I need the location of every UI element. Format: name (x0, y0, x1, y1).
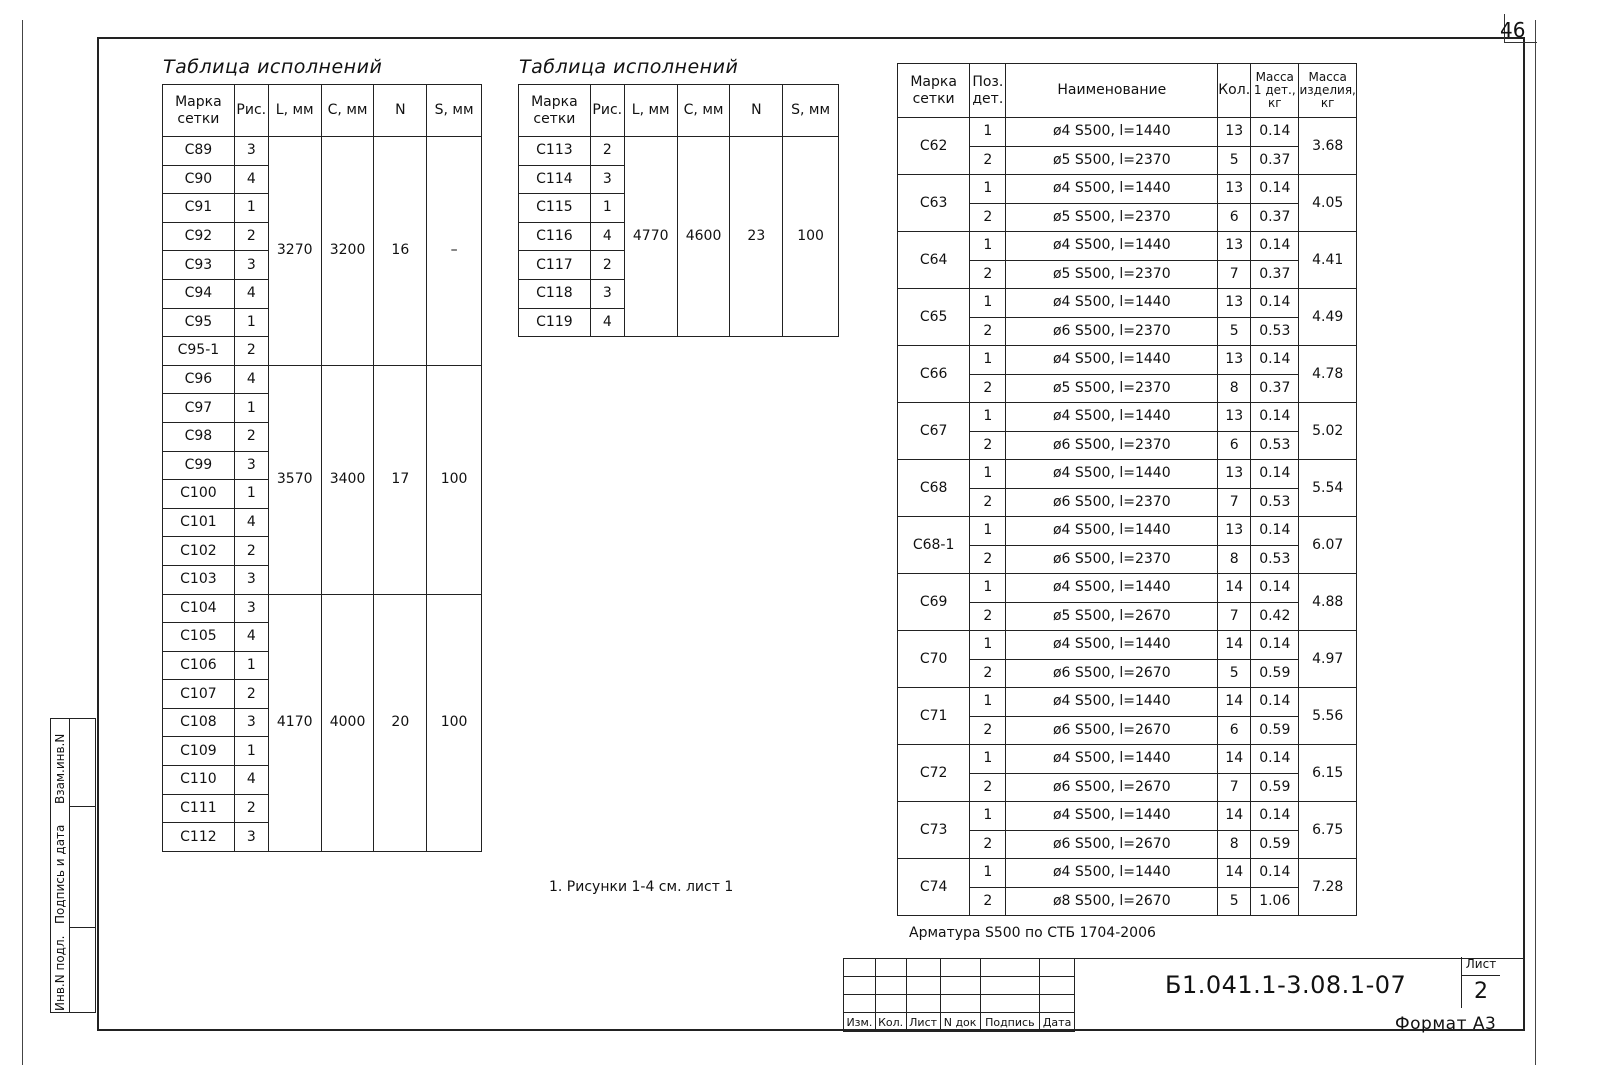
table1-header-3: C, мм (321, 85, 374, 137)
table1-header-1: Рис. (234, 85, 268, 137)
table1-mark-cell: С94 (163, 279, 235, 308)
table1-fig-cell: 4 (234, 508, 268, 537)
spec-pos-cell: 2 (970, 602, 1006, 631)
spec-pos-cell: 2 (970, 374, 1006, 403)
table1-mark-cell: С95-1 (163, 337, 235, 366)
spec-row (898, 118, 1357, 147)
table1-mark-cell: С101 (163, 508, 235, 537)
table1-group-l: 3570 (268, 365, 321, 594)
spec-row (898, 175, 1357, 204)
spec-mark-cell: С70 (898, 631, 970, 688)
spec-name-cell: ø4 S500, l=1440 (1006, 403, 1218, 432)
table1-fig-cell: 4 (234, 365, 268, 394)
spec-name-cell: ø4 S500, l=1440 (1006, 688, 1218, 717)
table1-mark-cell: С100 (163, 480, 235, 509)
table2-fig-cell: 2 (590, 251, 624, 280)
table1-fig-cell: 2 (234, 222, 268, 251)
table1-fig-cell: 1 (234, 737, 268, 766)
spec-mark-cell: С64 (898, 232, 970, 289)
spec-qty-cell: 5 (1218, 887, 1251, 916)
spec-pos-cell: 1 (970, 289, 1006, 318)
spec-header-4: Масса 1 дет., кг (1251, 64, 1299, 118)
table1-mark-cell: С109 (163, 737, 235, 766)
table1-group-c: 3200 (321, 137, 374, 366)
spec-pos-cell: 1 (970, 574, 1006, 603)
document-code: Б1.041.1-3.08.1-07 (1165, 971, 1407, 999)
table2-fig-cell: 3 (590, 279, 624, 308)
spec-mass-cell: 0.53 (1251, 488, 1299, 517)
spec-pos-cell: 2 (970, 260, 1006, 289)
table1-fig-cell: 2 (234, 422, 268, 451)
spec-qty-cell: 13 (1218, 403, 1251, 432)
sheet-number: 2 (1461, 976, 1500, 1008)
table1-header-0: Марка сетки (163, 85, 235, 137)
table2-group-c: 4600 (677, 137, 730, 337)
table1-mark-cell: С102 (163, 537, 235, 566)
spec-name-cell: ø4 S500, l=1440 (1006, 574, 1218, 603)
spec-mass-cell: 0.14 (1251, 460, 1299, 489)
table2 (518, 84, 839, 337)
table1-fig-cell: 2 (234, 337, 268, 366)
spec-mark-cell: С73 (898, 802, 970, 859)
table2-header-5: S, мм (783, 85, 839, 137)
spec-name-cell: ø4 S500, l=1440 (1006, 802, 1218, 831)
spec-qty-cell: 5 (1218, 146, 1251, 175)
table2-header-3: C, мм (677, 85, 730, 137)
general-note: 1. Рисунки 1-4 см. лист 1 (549, 879, 734, 895)
table1-mark-cell: С106 (163, 651, 235, 680)
table1-group-s: 100 (427, 594, 482, 851)
spec-qty-cell: 14 (1218, 859, 1251, 888)
spec-pos-cell: 1 (970, 346, 1006, 375)
table1-mark-cell: С103 (163, 565, 235, 594)
table1-group-s: – (427, 137, 482, 366)
spec-mass-cell: 0.14 (1251, 289, 1299, 318)
spec-mass-cell: 0.37 (1251, 146, 1299, 175)
spec-pos-cell: 1 (970, 118, 1006, 147)
table2-fig-cell: 1 (590, 194, 624, 223)
spec-pos-cell: 2 (970, 716, 1006, 745)
table1-fig-cell: 4 (234, 279, 268, 308)
spec-row (898, 346, 1357, 375)
table2-header-4: N (730, 85, 783, 137)
spec-name-cell: ø8 S500, l=2670 (1006, 887, 1218, 916)
spec-qty-cell: 14 (1218, 802, 1251, 831)
spec-row (898, 460, 1357, 489)
table1-fig-cell: 4 (234, 165, 268, 194)
table1-fig-cell: 2 (234, 794, 268, 823)
table1-fig-cell: 3 (234, 708, 268, 737)
spec-mark-cell: С71 (898, 688, 970, 745)
table2-caption: Таблица исполнений (519, 56, 739, 78)
spec-qty-cell: 14 (1218, 688, 1251, 717)
spec-name-cell: ø5 S500, l=2370 (1006, 374, 1218, 403)
spec-mass-cell: 0.37 (1251, 203, 1299, 232)
spec-name-cell: ø6 S500, l=2370 (1006, 545, 1218, 574)
table2-fig-cell: 2 (590, 137, 624, 166)
spec-mass-cell: 0.14 (1251, 745, 1299, 774)
spec-qty-cell: 13 (1218, 460, 1251, 489)
spec-name-cell: ø4 S500, l=1440 (1006, 118, 1218, 147)
spec-mass-cell: 0.59 (1251, 773, 1299, 802)
spec-header-0: Марка сетки (898, 64, 970, 118)
sheet-label: Лист (1461, 957, 1500, 976)
table1-fig-cell: 1 (234, 651, 268, 680)
spec-name-cell: ø6 S500, l=2370 (1006, 488, 1218, 517)
spec-mark-cell: С66 (898, 346, 970, 403)
spec-mass-cell: 0.14 (1251, 802, 1299, 831)
table2-mark-cell: С119 (519, 308, 591, 337)
spec-qty-cell: 5 (1218, 317, 1251, 346)
table1-mark-cell: С90 (163, 165, 235, 194)
format-label: Формат А3 (1395, 1014, 1497, 1034)
spec-pos-cell: 1 (970, 859, 1006, 888)
spec-qty-cell: 14 (1218, 631, 1251, 660)
spec-header-5: Масса изделия, кг (1299, 64, 1357, 118)
spec-pos-cell: 1 (970, 631, 1006, 660)
spec-qty-cell: 14 (1218, 574, 1251, 603)
spec-row (898, 802, 1357, 831)
spec-mass-cell: 0.14 (1251, 175, 1299, 204)
table1-group-l: 3270 (268, 137, 321, 366)
spec-mass-cell: 0.14 (1251, 517, 1299, 546)
spec-mass-cell: 0.14 (1251, 232, 1299, 261)
spec-row (898, 688, 1357, 717)
spec-name-cell: ø5 S500, l=2370 (1006, 203, 1218, 232)
table2-mark-cell: С114 (519, 165, 591, 194)
sidebar-label-sign: Подпись и дата (53, 824, 67, 924)
table1-header-2: L, мм (268, 85, 321, 137)
table1-mark-cell: С110 (163, 766, 235, 795)
spec-name-cell: ø4 S500, l=1440 (1006, 289, 1218, 318)
table1-group-s: 100 (427, 365, 482, 594)
table1-mark-cell: С98 (163, 422, 235, 451)
sidebar-label-inv: Инв.N подл. (53, 935, 67, 1011)
left-sidebar-stamp (50, 718, 96, 1013)
spec-mass-cell: 0.14 (1251, 631, 1299, 660)
table1-fig-cell: 3 (234, 251, 268, 280)
table2-fig-cell: 3 (590, 165, 624, 194)
table1-header-5: S, мм (427, 85, 482, 137)
spec-mass-cell: 0.53 (1251, 317, 1299, 346)
table1-mark-cell: С92 (163, 222, 235, 251)
spec-header-2: Наименование (1006, 64, 1218, 118)
top-sheet-number: 46 (1500, 18, 1526, 42)
spec-total-cell: 4.41 (1299, 232, 1357, 289)
spec-mark-cell: С72 (898, 745, 970, 802)
spec-mark-cell: С74 (898, 859, 970, 916)
spec-mark-cell: С63 (898, 175, 970, 232)
spec-pos-cell: 1 (970, 232, 1006, 261)
spec-mass-cell: 0.14 (1251, 688, 1299, 717)
spec-pos-cell: 2 (970, 317, 1006, 346)
outer-left-line (22, 20, 23, 1065)
spec-mass-cell: 0.37 (1251, 374, 1299, 403)
spec-name-cell: ø5 S500, l=2370 (1006, 260, 1218, 289)
spec-pos-cell: 2 (970, 203, 1006, 232)
spec-pos-cell: 1 (970, 460, 1006, 489)
stamp-col-list: Лист (906, 1013, 940, 1032)
spec-qty-cell: 14 (1218, 745, 1251, 774)
spec-total-cell: 4.78 (1299, 346, 1357, 403)
outer-right-line (1535, 20, 1536, 1065)
table1-mark-cell: С97 (163, 394, 235, 423)
spec-pos-cell: 2 (970, 146, 1006, 175)
spec-pos-cell: 1 (970, 175, 1006, 204)
spec-total-cell: 6.75 (1299, 802, 1357, 859)
spec-mark-cell: С65 (898, 289, 970, 346)
spec-total-cell: 4.05 (1299, 175, 1357, 232)
stamp-col-izm: Изм. (844, 1013, 876, 1032)
spec-row (898, 745, 1357, 774)
spec-qty-cell: 13 (1218, 232, 1251, 261)
spec-total-cell: 5.54 (1299, 460, 1357, 517)
spec-qty-cell: 6 (1218, 431, 1251, 460)
table1-fig-cell: 1 (234, 194, 268, 223)
table1-group-l: 4170 (268, 594, 321, 851)
table1-fig-cell: 4 (234, 623, 268, 652)
stamp-col-ndok: N док (940, 1013, 980, 1032)
table2-group-l: 4770 (624, 137, 677, 337)
table1-mark-cell: С112 (163, 823, 235, 852)
table2-group-s: 100 (783, 137, 839, 337)
spec-qty-cell: 13 (1218, 289, 1251, 318)
table1-mark-cell: С96 (163, 365, 235, 394)
spec-pos-cell: 1 (970, 745, 1006, 774)
spec-total-cell: 3.68 (1299, 118, 1357, 175)
spec-pos-cell: 2 (970, 488, 1006, 517)
table1-fig-cell: 3 (234, 594, 268, 623)
spec-header-3: Кол. (1218, 64, 1251, 118)
spec-name-cell: ø4 S500, l=1440 (1006, 346, 1218, 375)
table1-group-c: 3400 (321, 365, 374, 594)
spec-row (898, 517, 1357, 546)
spec-row (898, 232, 1357, 261)
stamp-col-sign: Подпись (980, 1013, 1040, 1032)
spec-pos-cell: 2 (970, 659, 1006, 688)
spec-mass-cell: 1.06 (1251, 887, 1299, 916)
table1-group-n: 17 (374, 365, 427, 594)
spec-qty-cell: 13 (1218, 517, 1251, 546)
table1-fig-cell: 3 (234, 565, 268, 594)
spec-footnote: Арматура S500 по СТБ 1704-2006 (909, 925, 1156, 941)
table2-mark-cell: С118 (519, 279, 591, 308)
table1-fig-cell: 2 (234, 537, 268, 566)
spec-mass-cell: 0.14 (1251, 346, 1299, 375)
spec-total-cell: 6.15 (1299, 745, 1357, 802)
spec-qty-cell: 7 (1218, 602, 1251, 631)
spec-total-cell: 7.28 (1299, 859, 1357, 916)
table1-fig-cell: 4 (234, 766, 268, 795)
table1-fig-cell: 1 (234, 394, 268, 423)
spec-pos-cell: 2 (970, 887, 1006, 916)
spec-total-cell: 4.88 (1299, 574, 1357, 631)
spec-mass-cell: 0.42 (1251, 602, 1299, 631)
stamp-col-kol: Кол. (875, 1013, 906, 1032)
table2-mark-cell: С115 (519, 194, 591, 223)
spec-row (898, 631, 1357, 660)
spec-total-cell: 6.07 (1299, 517, 1357, 574)
table1-group-c: 4000 (321, 594, 374, 851)
spec-qty-cell: 8 (1218, 374, 1251, 403)
spec-mark-cell: С68 (898, 460, 970, 517)
spec-row (898, 859, 1357, 888)
table1-fig-cell: 1 (234, 308, 268, 337)
spec-total-cell: 5.02 (1299, 403, 1357, 460)
spec-mass-cell: 0.59 (1251, 716, 1299, 745)
sidebar-label-replace: Взам.инв.N (53, 733, 67, 804)
spec-mark-cell: С68-1 (898, 517, 970, 574)
spec-mark-cell: С62 (898, 118, 970, 175)
spec-name-cell: ø4 S500, l=1440 (1006, 175, 1218, 204)
spec-mass-cell: 0.14 (1251, 574, 1299, 603)
spec-name-cell: ø4 S500, l=1440 (1006, 232, 1218, 261)
spec-pos-cell: 2 (970, 545, 1006, 574)
table1-mark-cell: С99 (163, 451, 235, 480)
spec-qty-cell: 6 (1218, 716, 1251, 745)
table1-mark-cell: С89 (163, 137, 235, 166)
table1-mark-cell: С95 (163, 308, 235, 337)
table1-fig-cell: 2 (234, 680, 268, 709)
spec-mass-cell: 0.53 (1251, 545, 1299, 574)
table1-mark-cell: С108 (163, 708, 235, 737)
spec-name-cell: ø6 S500, l=2370 (1006, 317, 1218, 346)
spec-pos-cell: 1 (970, 517, 1006, 546)
table1-mark-cell: С111 (163, 794, 235, 823)
spec-pos-cell: 2 (970, 830, 1006, 859)
spec-qty-cell: 8 (1218, 830, 1251, 859)
table1-caption: Таблица исполнений (163, 56, 383, 78)
spec-name-cell: ø4 S500, l=1440 (1006, 631, 1218, 660)
spec-mass-cell: 0.14 (1251, 403, 1299, 432)
spec-name-cell: ø6 S500, l=2670 (1006, 659, 1218, 688)
spec-total-cell: 4.97 (1299, 631, 1357, 688)
spec-row (898, 403, 1357, 432)
table1-mark-cell: С104 (163, 594, 235, 623)
spec-name-cell: ø4 S500, l=1440 (1006, 517, 1218, 546)
spec-pos-cell: 1 (970, 403, 1006, 432)
table2-header-0: Марка сетки (519, 85, 591, 137)
table2-header-1: Рис. (590, 85, 624, 137)
table1-mark-cell: С105 (163, 623, 235, 652)
spec-name-cell: ø4 S500, l=1440 (1006, 859, 1218, 888)
spec-mass-cell: 0.14 (1251, 118, 1299, 147)
stamp-col-date: Дата (1040, 1013, 1075, 1032)
table1-group-n: 20 (374, 594, 427, 851)
table1-mark-cell: С107 (163, 680, 235, 709)
spec-mass-cell: 0.37 (1251, 260, 1299, 289)
spec-qty-cell: 13 (1218, 346, 1251, 375)
spec-pos-cell: 1 (970, 688, 1006, 717)
table1 (162, 84, 482, 852)
spec-mark-cell: С69 (898, 574, 970, 631)
spec-name-cell: ø5 S500, l=2670 (1006, 602, 1218, 631)
spec-qty-cell: 7 (1218, 260, 1251, 289)
spec-mark-cell: С67 (898, 403, 970, 460)
spec-mass-cell: 0.59 (1251, 659, 1299, 688)
spec-qty-cell: 13 (1218, 118, 1251, 147)
spec-mass-cell: 0.14 (1251, 859, 1299, 888)
spec-row (898, 574, 1357, 603)
spec-name-cell: ø6 S500, l=2670 (1006, 830, 1218, 859)
title-block-grid (843, 958, 1075, 1032)
table1-group-n: 16 (374, 137, 427, 366)
spec-pos-cell: 2 (970, 431, 1006, 460)
table2-fig-cell: 4 (590, 222, 624, 251)
spec-name-cell: ø6 S500, l=2670 (1006, 773, 1218, 802)
table2-mark-cell: С116 (519, 222, 591, 251)
spec-name-cell: ø5 S500, l=2370 (1006, 146, 1218, 175)
spec-header-1: Поз. дет. (970, 64, 1006, 118)
spec-qty-cell: 5 (1218, 659, 1251, 688)
spec-total-cell: 4.49 (1299, 289, 1357, 346)
table1-fig-cell: 3 (234, 823, 268, 852)
table1-fig-cell: 3 (234, 137, 268, 166)
table2-mark-cell: С113 (519, 137, 591, 166)
table2-group-n: 23 (730, 137, 783, 337)
table1-mark-cell: С91 (163, 194, 235, 223)
table1-fig-cell: 1 (234, 480, 268, 509)
spec-mass-cell: 0.59 (1251, 830, 1299, 859)
table1-fig-cell: 3 (234, 451, 268, 480)
spec-pos-cell: 2 (970, 773, 1006, 802)
spec-table (897, 63, 1357, 916)
spec-qty-cell: 7 (1218, 488, 1251, 517)
spec-total-cell: 5.56 (1299, 688, 1357, 745)
table1-header-4: N (374, 85, 427, 137)
table2-mark-cell: С117 (519, 251, 591, 280)
spec-name-cell: ø4 S500, l=1440 (1006, 745, 1218, 774)
table2-fig-cell: 4 (590, 308, 624, 337)
table2-header-2: L, мм (624, 85, 677, 137)
spec-qty-cell: 7 (1218, 773, 1251, 802)
spec-name-cell: ø4 S500, l=1440 (1006, 460, 1218, 489)
spec-name-cell: ø6 S500, l=2670 (1006, 716, 1218, 745)
spec-qty-cell: 6 (1218, 203, 1251, 232)
spec-pos-cell: 1 (970, 802, 1006, 831)
spec-name-cell: ø6 S500, l=2370 (1006, 431, 1218, 460)
table1-mark-cell: С93 (163, 251, 235, 280)
spec-row (898, 289, 1357, 318)
spec-qty-cell: 13 (1218, 175, 1251, 204)
spec-mass-cell: 0.53 (1251, 431, 1299, 460)
spec-qty-cell: 8 (1218, 545, 1251, 574)
